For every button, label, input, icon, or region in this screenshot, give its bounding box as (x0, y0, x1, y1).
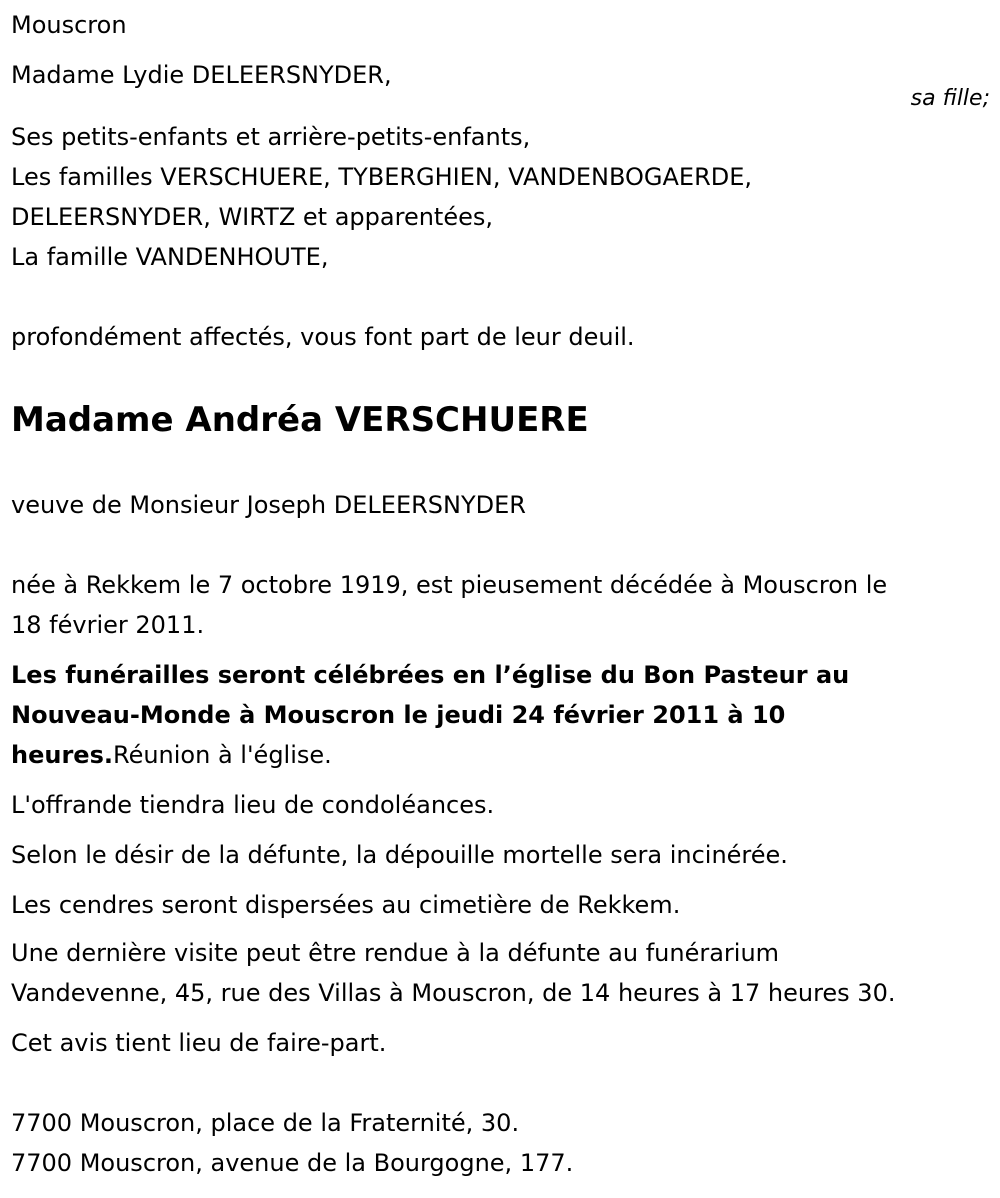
birth-death-line-1: née à Rekkem le 7 octobre 1919, est pieusement décédée à Mouscron le (11, 571, 888, 599)
notice-text: Cet avis tient lieu de faire-part. (11, 1029, 387, 1057)
family-line-3: DELEERSNYDER, WIRTZ et apparentées, (11, 203, 493, 231)
daughter-role: sa fille; (910, 86, 990, 111)
ashes-text: Les cendres seront dispersées au cimetière de Rekkem. (11, 891, 681, 919)
cremation-text: Selon le désir de la défunte, la dépouille mortelle sera incinérée. (11, 841, 788, 869)
funeral-line-1: Les funérailles seront célébrées en l’église du Bon Pasteur au (11, 661, 850, 689)
location-heading: Mouscron (11, 11, 127, 39)
family-line-4: La famille VANDENHOUTE, (11, 243, 329, 271)
family-line-2: Les familles VERSCHUERE, TYBERGHIEN, VANDENBOGAERDE, (11, 163, 753, 191)
address-line-2: 7700 Mouscron, avenue de la Bourgogne, 177. (11, 1149, 574, 1177)
funeral-line-2: Nouveau-Monde à Mouscron le jeudi 24 février 2011 à 10 (11, 701, 786, 729)
daughter-name: Madame Lydie DELEERSNYDER, (11, 61, 392, 89)
family-line-1: Ses petits-enfants et arrière-petits-enfants, (11, 123, 531, 151)
widow-of-text: veuve de Monsieur Joseph DELEERSNYDER (11, 491, 526, 519)
funeral-line-3 (11, 735, 332, 775)
deceased-name: Madame Andréa VERSCHUERE (11, 400, 589, 440)
meeting-text: Réunion à l'église. (112, 741, 332, 769)
offering-text: L'offrande tiendra lieu de condoléances. (11, 791, 495, 819)
funeral-time: heures. (11, 741, 113, 769)
visit-line-1: Une dernière visite peut être rendue à la défunte au funérarium (11, 939, 780, 967)
address-line-1: 7700 Mouscron, place de la Fraternité, 30. (11, 1109, 520, 1137)
announcement-text: profondément affectés, vous font part de leur deuil. (11, 323, 635, 351)
birth-death-line-2: 18 février 2011. (11, 611, 205, 639)
visit-line-2: Vandevenne, 45, rue des Villas à Mouscron, de 14 heures à 17 heures 30. (11, 979, 896, 1007)
